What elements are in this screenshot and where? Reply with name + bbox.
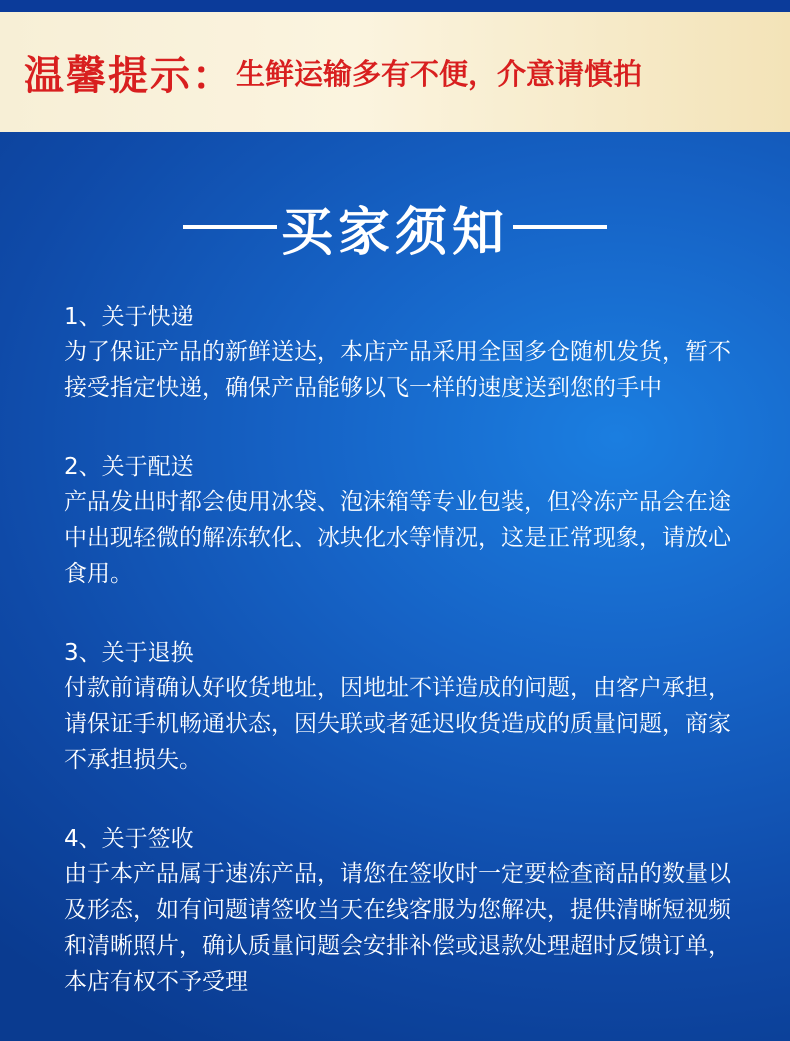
section-body: 为了保证产品的新鲜送达，本店产品采用全国多仓随机发货，暂不接受指定快递，确保产品能够以飞一样的速度送到您的手中 bbox=[64, 339, 731, 401]
notice-banner bbox=[0, 12, 790, 132]
notice-sections bbox=[64, 300, 744, 1041]
heading-left-line bbox=[183, 225, 277, 229]
section-body: 产品发出时都会使用冰袋、泡沫箱等专业包装，但冷冻产品会在途中出现轻微的解冻软化、冰块化水等情况，这是正常现象，请放心食用。 bbox=[64, 489, 731, 587]
section-heading: 3、关于退换 bbox=[64, 640, 194, 666]
section-body: 由于本产品属于速冻产品，请您在签收时一定要检查商品的数量以及形态，如有问题请签收当天在线客服为您解决，提供清晰短视频和清晰照片，确认质量问题会安排补偿或退款处理超时反馈订单，本店有权不予受理 bbox=[64, 861, 731, 995]
section-shipping bbox=[64, 450, 744, 592]
section-heading: 2、关于配送 bbox=[64, 454, 194, 480]
section-returns bbox=[64, 636, 744, 778]
section-heading: 1、关于快递 bbox=[64, 304, 194, 330]
page-title: 买家须知 bbox=[280, 202, 509, 263]
section-delivery bbox=[64, 300, 744, 406]
section-heading-banner bbox=[0, 192, 790, 262]
notice-label: 温馨提示： bbox=[24, 52, 234, 99]
notice-text: 生鲜运输多有不便，介意请慎拍 bbox=[236, 56, 643, 91]
top-strip bbox=[0, 0, 790, 12]
section-receipt bbox=[64, 822, 744, 1000]
section-heading: 4、关于签收 bbox=[64, 826, 194, 852]
section-body: 付款前请确认好收货地址，因地址不详造成的问题，由客户承担，请保证手机畅通状态，因失联或者延迟收货造成的质量问题，商家不承担损失。 bbox=[64, 675, 731, 773]
heading-right-line bbox=[513, 225, 607, 229]
